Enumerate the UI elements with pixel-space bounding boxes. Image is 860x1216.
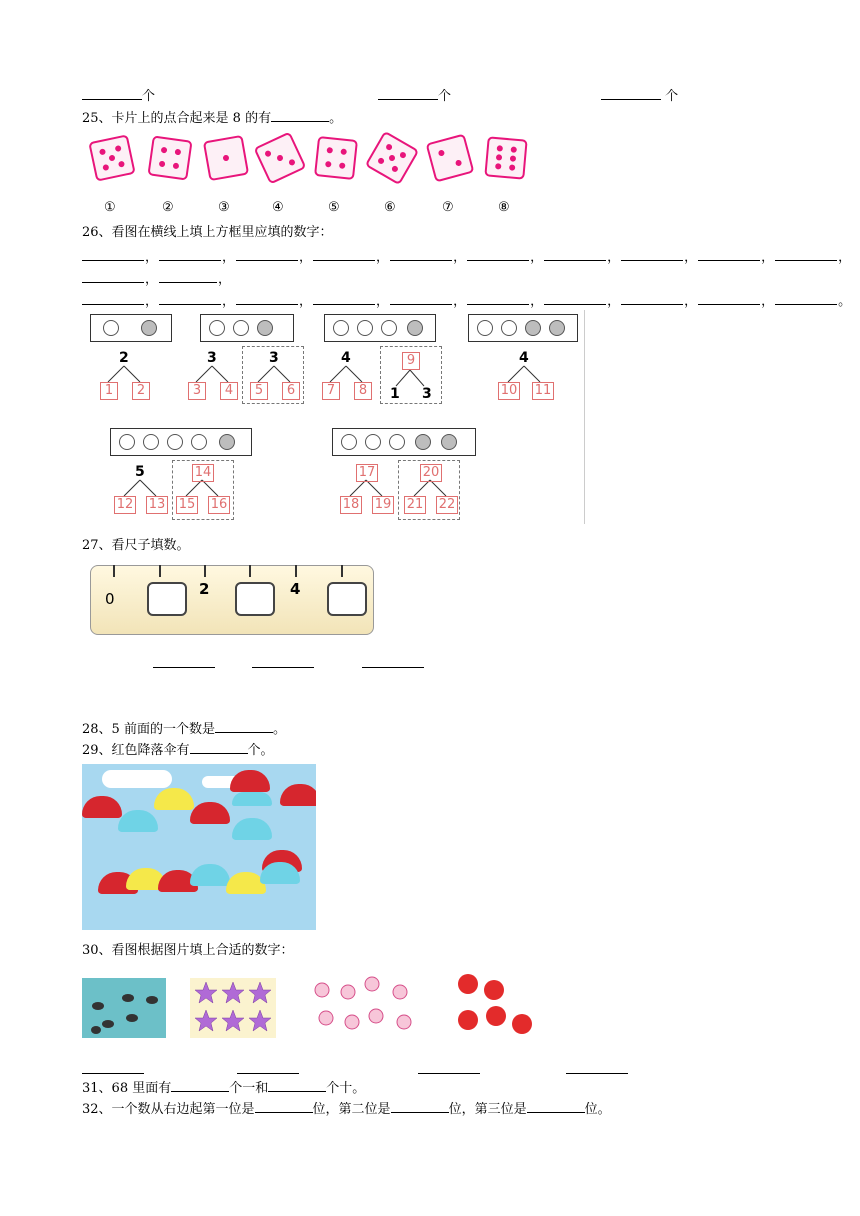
answer-box: 20 — [420, 464, 442, 482]
dice-card — [253, 131, 306, 184]
answer-blank — [82, 248, 144, 261]
dice-pip — [223, 155, 230, 162]
answer-blank — [544, 292, 606, 305]
dice-pip — [276, 154, 284, 162]
separator: ， — [299, 294, 313, 309]
q26-answer-row — [82, 270, 232, 288]
dice-card — [426, 134, 475, 183]
stars-picture — [190, 978, 276, 1038]
answer-blank — [390, 248, 452, 261]
answer-box: 21 — [404, 496, 426, 514]
answer-blank — [82, 270, 144, 283]
dice-pip — [159, 161, 166, 168]
dice-pip — [510, 155, 517, 162]
dice-label: ① — [104, 200, 116, 215]
top-number: 5 — [135, 464, 145, 480]
separator: ， — [530, 294, 544, 309]
bottom-number: 1 — [390, 386, 400, 402]
dice-card — [365, 131, 420, 186]
answer-blank — [775, 292, 837, 305]
ruler-answer-box — [327, 582, 367, 616]
q28-text: 28、5 前面的一个数是 。 — [82, 722, 286, 737]
separator: ， — [761, 294, 775, 309]
dice-card — [88, 134, 135, 181]
dice-pip — [455, 159, 462, 166]
dice-pip — [264, 150, 272, 158]
dice-pip — [438, 149, 445, 156]
bottom-number: 3 — [422, 386, 432, 402]
dice-pip — [509, 164, 516, 171]
ruler-label: 0 — [105, 590, 115, 608]
answer-box: 7 — [322, 382, 340, 400]
separator: ， — [145, 294, 159, 309]
top-blank-1: 个 — [82, 87, 155, 105]
answer-box: 15 — [176, 496, 198, 514]
top-number: 3 — [207, 350, 217, 366]
answer-blank — [390, 292, 452, 305]
q27-blank — [153, 667, 215, 668]
parachute-picture — [82, 764, 316, 930]
dice-label: ⑤ — [328, 200, 340, 215]
dice-card — [147, 135, 192, 180]
answer-box: 2 — [132, 382, 150, 400]
answer-blank — [698, 248, 760, 261]
q27-blank — [362, 667, 424, 668]
answer-blank — [621, 248, 683, 261]
dice-card — [203, 135, 249, 181]
dice-pip — [511, 146, 518, 153]
separator: ， — [684, 250, 698, 265]
top-blank-2: 个 — [378, 87, 451, 105]
q27-blank — [252, 667, 314, 668]
dice-label: ② — [162, 200, 174, 215]
dice-pip — [325, 161, 332, 168]
dice-label: ③ — [218, 200, 230, 215]
answer-box: 4 — [220, 382, 238, 400]
q25-text: 25、卡片上的点合起来是 8 的有 。 — [82, 111, 343, 126]
apple-picture — [450, 970, 540, 1040]
tadpole-picture — [82, 978, 166, 1038]
dice-pip — [326, 147, 333, 154]
answer-box: 11 — [532, 382, 554, 400]
ruler-label: 4 — [290, 580, 301, 598]
dice-pip — [99, 148, 106, 155]
separator: ， — [145, 272, 159, 287]
dice-pip — [175, 149, 182, 156]
separator: ， — [222, 250, 236, 265]
separator: ， — [761, 250, 775, 265]
answer-blank — [544, 248, 606, 261]
dice-label: ⑦ — [442, 200, 454, 215]
q26-figure — [84, 310, 585, 524]
answer-box: 19 — [372, 496, 394, 514]
answer-box: 14 — [192, 464, 214, 482]
q26-text: 26、看图在横线上填上方框里应填的数字： — [82, 225, 333, 240]
q29-text: 29、红色降落伞有 个。 — [82, 743, 274, 758]
dice-pip — [377, 157, 385, 165]
answer-blank — [621, 292, 683, 305]
top-blank-3: 个 — [601, 87, 678, 105]
answer-box: 3 — [188, 382, 206, 400]
answer-box: 9 — [402, 352, 420, 370]
separator: ， — [607, 294, 621, 309]
dice-card — [314, 136, 358, 180]
dice-pip — [288, 158, 296, 166]
answer-blank — [159, 292, 221, 305]
separator: ， — [838, 250, 852, 265]
separator: ， — [218, 272, 232, 287]
branch-lines — [84, 310, 584, 524]
answer-blank — [236, 248, 298, 261]
q30-blank — [566, 1073, 628, 1074]
answer-blank — [236, 292, 298, 305]
separator: ， — [453, 294, 467, 309]
answer-blank — [313, 292, 375, 305]
dice-pip — [339, 162, 346, 169]
q30-blank — [418, 1073, 480, 1074]
dice-pip — [173, 163, 180, 170]
q26-answer-row — [82, 292, 852, 310]
q30-blank — [82, 1073, 144, 1074]
dice-pip — [340, 148, 347, 155]
dice-pip — [388, 154, 396, 162]
separator: ， — [145, 250, 159, 265]
separator: ， — [453, 250, 467, 265]
q31-text: 31、68 里面有 个一和 个十。 — [82, 1081, 366, 1096]
top-number: 2 — [119, 350, 129, 366]
dice-pip — [495, 163, 502, 170]
answer-box: 18 — [340, 496, 362, 514]
q30-blank — [237, 1073, 299, 1074]
dice-pip — [102, 164, 109, 171]
separator: ， — [607, 250, 621, 265]
separator: ， — [376, 294, 390, 309]
separator: 。 — [838, 294, 852, 309]
separator: ， — [530, 250, 544, 265]
answer-box: 22 — [436, 496, 458, 514]
dice-card — [484, 136, 527, 179]
dice-pip — [108, 154, 115, 161]
separator: ， — [684, 294, 698, 309]
dice-pip — [399, 151, 407, 159]
answer-box: 13 — [146, 496, 168, 514]
answer-box: 17 — [356, 464, 378, 482]
separator: ， — [376, 250, 390, 265]
answer-box: 1 — [100, 382, 118, 400]
answer-box: 5 — [250, 382, 268, 400]
ruler-answer-box — [235, 582, 275, 616]
ruler-label: 2 — [199, 580, 210, 598]
q32-text: 32、一个数从右边起第一位是 位，第二位是 位，第三位是 位。 — [82, 1102, 611, 1117]
top-number: 4 — [519, 350, 529, 366]
answer-blank — [698, 292, 760, 305]
answer-box: 6 — [282, 382, 300, 400]
answer-box: 12 — [114, 496, 136, 514]
answer-blank — [159, 270, 217, 283]
peach-picture — [310, 972, 420, 1038]
separator: ， — [222, 294, 236, 309]
ruler-figure — [90, 565, 374, 635]
separator: ， — [299, 250, 313, 265]
dice-pip — [115, 145, 122, 152]
ruler-answer-box — [147, 582, 187, 616]
dice-label: ⑥ — [384, 200, 396, 215]
answer-blank — [82, 292, 144, 305]
answer-blank — [775, 248, 837, 261]
answer-blank — [467, 248, 529, 261]
answer-box: 16 — [208, 496, 230, 514]
answer-box: 8 — [354, 382, 372, 400]
dice-pip — [118, 161, 125, 168]
q26-answer-row — [82, 248, 852, 266]
q27-text: 27、看尺子填数。 — [82, 538, 190, 553]
q30-text: 30、看图根据图片填上合适的数字： — [82, 943, 294, 958]
answer-blank — [467, 292, 529, 305]
dice-pip — [391, 165, 399, 173]
dice-label: ⑧ — [498, 200, 510, 215]
top-number: 4 — [341, 350, 351, 366]
top-number: 3 — [269, 350, 279, 366]
dice-pip — [385, 143, 393, 151]
answer-blank — [159, 248, 221, 261]
dice-pip — [161, 147, 168, 154]
dice-pip — [496, 154, 503, 161]
answer-blank — [313, 248, 375, 261]
answer-box: 10 — [498, 382, 520, 400]
dice-pip — [497, 145, 504, 152]
dice-label: ④ — [272, 200, 284, 215]
